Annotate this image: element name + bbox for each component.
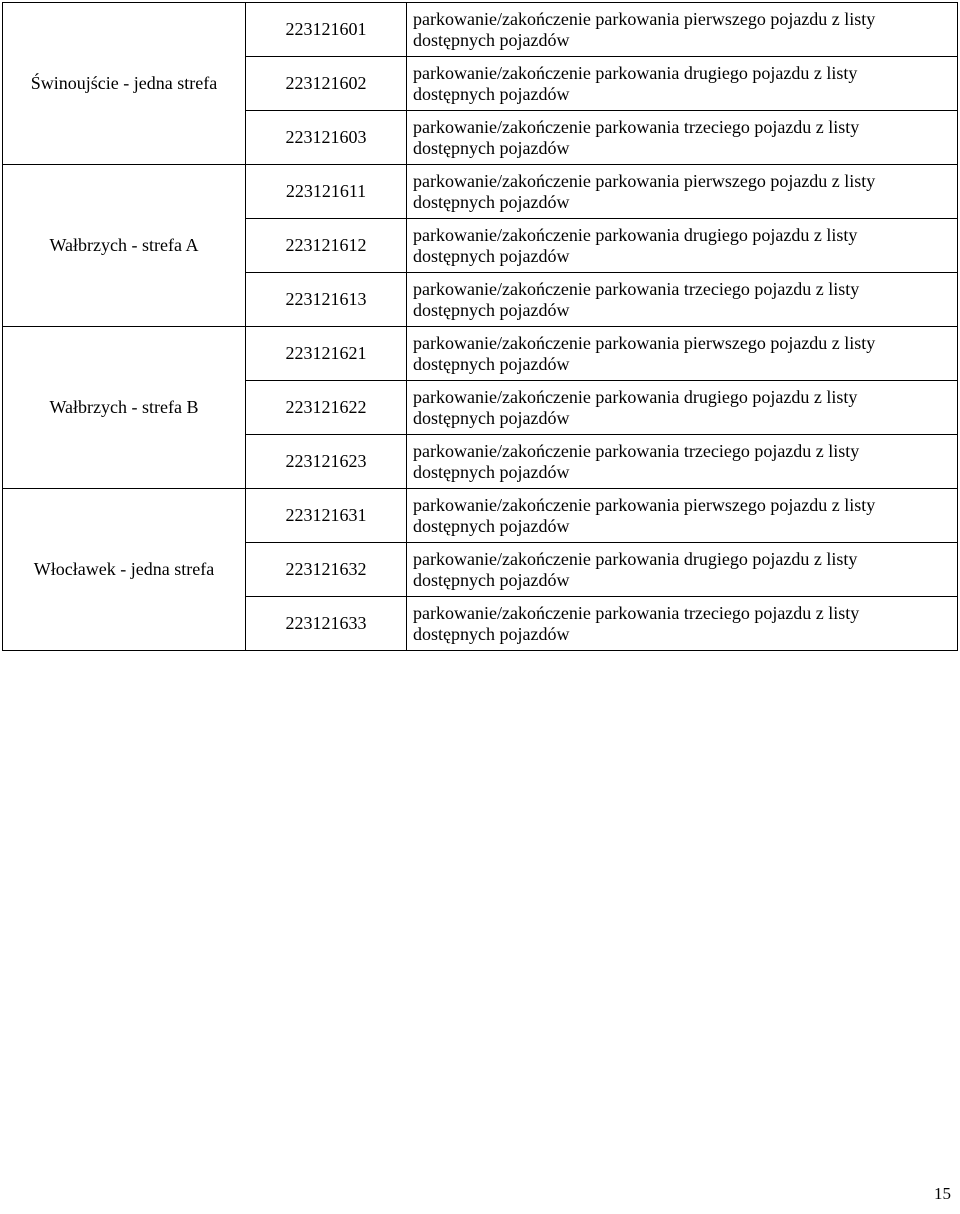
description-line: dostępnych pojazdów [413,299,570,320]
description-cell [407,111,958,165]
code-cell: 223121623 [246,435,407,489]
description-line: parkowanie/zakończenie parkowania pierwszego pojazdu z listy [413,494,876,515]
city-zone-cell: Wałbrzych - strefa A [3,165,246,327]
description-cell [407,273,958,327]
table-row [3,489,958,543]
description-line: parkowanie/zakończenie parkowania trzeciego pojazdu z listy [413,602,860,623]
city-zone-cell: Włocławek - jedna strefa [3,489,246,651]
description-line: dostępnych pojazdów [413,407,570,428]
description-line: dostępnych pojazdów [413,245,570,266]
table-row [3,3,958,57]
code-cell: 223121613 [246,273,407,327]
description-cell [407,219,958,273]
description-line: dostępnych pojazdów [413,191,570,212]
code-cell: 223121631 [246,489,407,543]
code-cell: 223121612 [246,219,407,273]
parking-codes-table [2,2,958,651]
description-line: parkowanie/zakończenie parkowania drugiego pojazdu z listy [413,386,858,407]
description-cell [407,57,958,111]
description-line: parkowanie/zakończenie parkowania drugiego pojazdu z listy [413,62,858,83]
description-cell [407,327,958,381]
description-line: parkowanie/zakończenie parkowania trzeciego pojazdu z listy [413,278,860,299]
description-line: parkowanie/zakończenie parkowania drugiego pojazdu z listy [413,224,858,245]
description-line: parkowanie/zakończenie parkowania pierwszego pojazdu z listy [413,8,876,29]
code-cell: 223121601 [246,3,407,57]
city-zone-cell: Świnoujście - jedna strefa [3,3,246,165]
description-cell [407,597,958,651]
description-cell [407,543,958,597]
code-cell: 223121611 [246,165,407,219]
description-line: dostępnych pojazdów [413,515,570,536]
description-line: dostępnych pojazdów [413,569,570,590]
description-line: dostępnych pojazdów [413,83,570,104]
description-line: parkowanie/zakończenie parkowania pierwszego pojazdu z listy [413,332,876,353]
description-cell [407,435,958,489]
description-line: parkowanie/zakończenie parkowania pierwszego pojazdu z listy [413,170,876,191]
page-number: 15 [934,1184,951,1203]
code-cell: 223121621 [246,327,407,381]
table-row [3,327,958,381]
description-line: parkowanie/zakończenie parkowania trzeciego pojazdu z listy [413,116,860,137]
code-cell: 223121622 [246,381,407,435]
description-cell [407,165,958,219]
table-row [3,165,958,219]
description-line: dostępnych pojazdów [413,137,570,158]
description-line: dostępnych pojazdów [413,353,570,374]
description-cell [407,3,958,57]
code-cell: 223121632 [246,543,407,597]
city-zone-cell: Wałbrzych - strefa B [3,327,246,489]
description-line: dostępnych pojazdów [413,623,570,644]
description-line: parkowanie/zakończenie parkowania drugiego pojazdu z listy [413,548,858,569]
description-cell [407,489,958,543]
code-cell: 223121603 [246,111,407,165]
description-cell [407,381,958,435]
description-line: dostępnych pojazdów [413,29,570,50]
description-line: parkowanie/zakończenie parkowania trzeciego pojazdu z listy [413,440,860,461]
code-cell: 223121633 [246,597,407,651]
description-line: dostępnych pojazdów [413,461,570,482]
code-cell: 223121602 [246,57,407,111]
